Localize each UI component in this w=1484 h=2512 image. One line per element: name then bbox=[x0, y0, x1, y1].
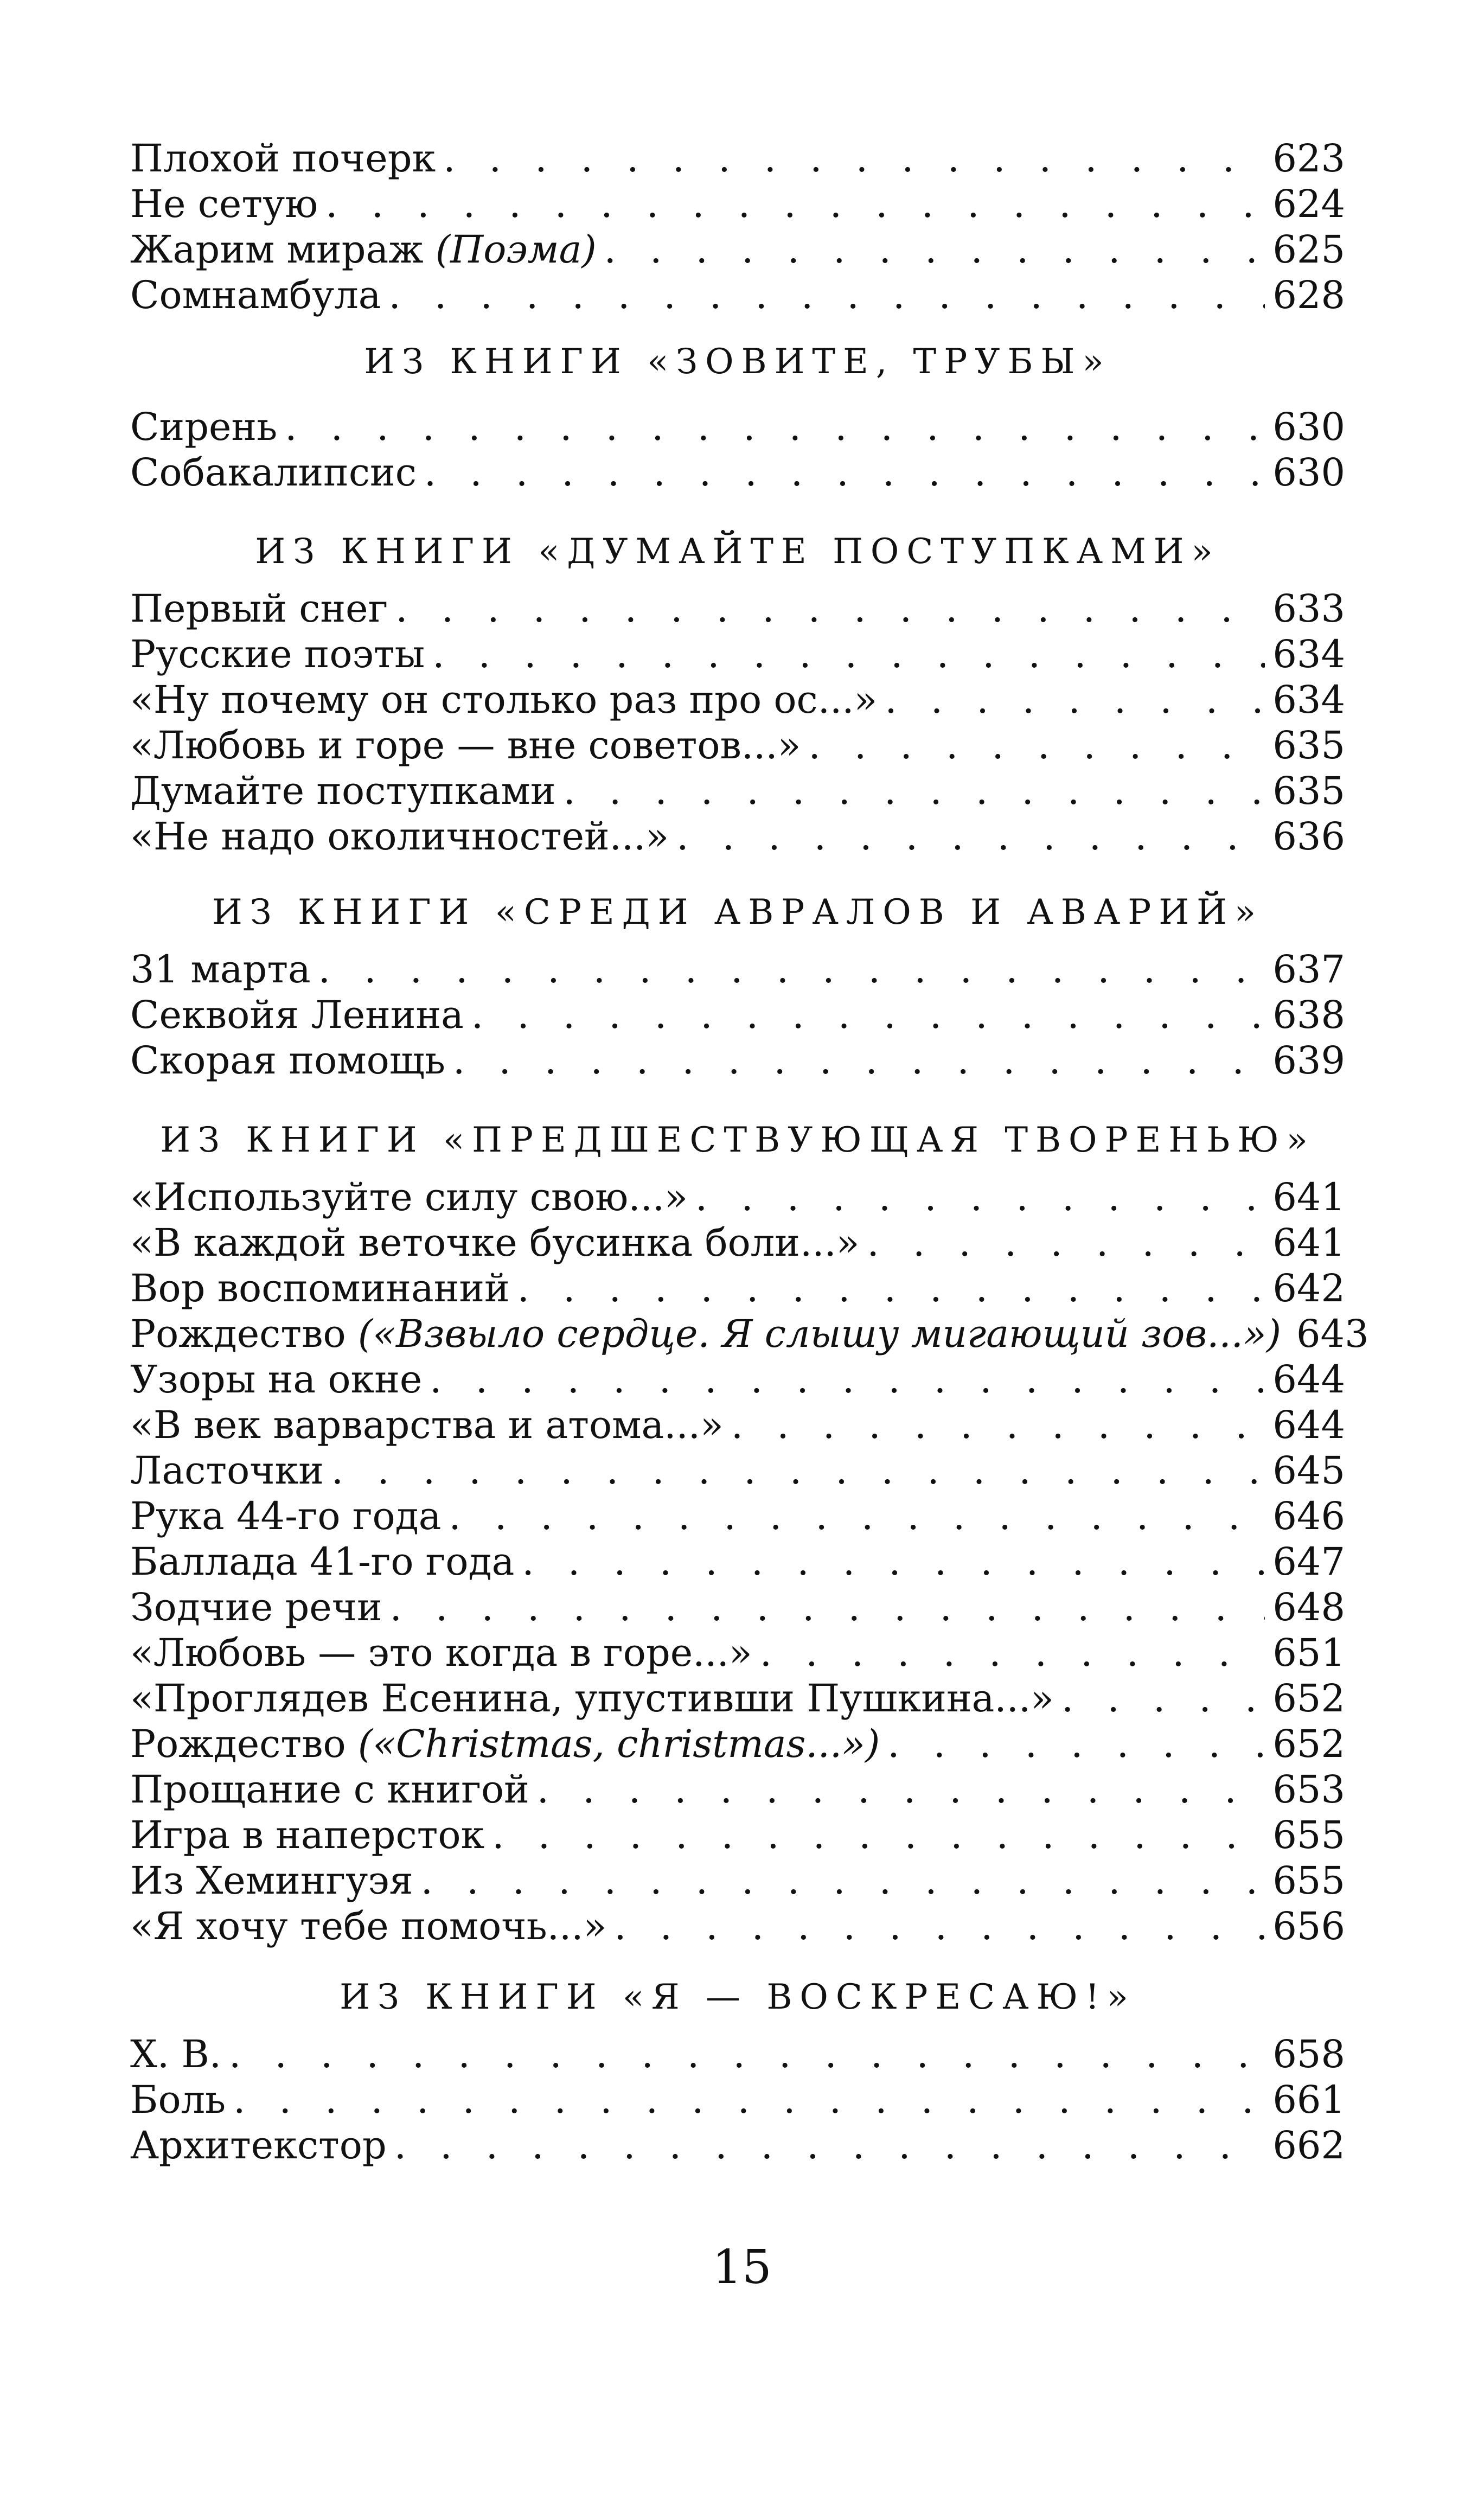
leader-dots bbox=[808, 723, 1265, 768]
toc-entry-title: Собакалипсис bbox=[130, 450, 417, 495]
toc-entry-title: Скорая помощь bbox=[130, 1038, 445, 1083]
toc-entry bbox=[130, 1357, 1345, 1402]
toc-entry bbox=[130, 227, 1345, 272]
toc-entry bbox=[130, 404, 1345, 450]
toc-entry-title: «Не надо околичностей...» bbox=[130, 814, 669, 859]
toc-entry-title: 31 марта bbox=[130, 947, 311, 992]
toc-entry-note: («Взвыло сердце. Я слышу мигающий зов...») bbox=[357, 1312, 1282, 1356]
toc-section bbox=[130, 586, 1345, 859]
toc-entry-page: 644 bbox=[1272, 1357, 1345, 1402]
toc-section bbox=[130, 136, 1345, 318]
toc-entry-title: Сомнамбула bbox=[130, 273, 381, 317]
leader-dots bbox=[564, 768, 1265, 814]
leader-dots bbox=[389, 272, 1265, 318]
leader-dots bbox=[614, 1903, 1265, 1949]
toc-entry bbox=[130, 1265, 1345, 1311]
toc-entry-note: («Christmas, christmas...») bbox=[357, 1722, 880, 1766]
toc-entry-title: «В каждой веточке бусинка боли...» bbox=[130, 1220, 860, 1265]
toc-entry-title: Не сетую bbox=[130, 182, 318, 226]
leader-dots bbox=[471, 992, 1265, 1038]
toc-section bbox=[130, 404, 1345, 495]
toc-entry-title: Х. В. bbox=[130, 2032, 222, 2076]
toc-entry-title: Секвойя Ленина bbox=[130, 993, 464, 1037]
toc-entry-title: «Используйте силу свою...» bbox=[130, 1175, 688, 1219]
toc-entry bbox=[130, 1721, 1345, 1767]
toc-entry-title: Архитекстор bbox=[130, 2123, 387, 2168]
toc-entry bbox=[130, 1448, 1345, 1493]
toc-entry bbox=[130, 1584, 1345, 1630]
toc-entry-title: Игра в наперсток bbox=[130, 1813, 485, 1857]
leader-dots bbox=[331, 1448, 1265, 1493]
toc-entry-title: Баллада 41-го года bbox=[130, 1539, 515, 1584]
toc-entry-title: Боль bbox=[130, 2078, 226, 2122]
toc-entry-page: 624 bbox=[1272, 182, 1345, 226]
toc-entry-page: 656 bbox=[1272, 1904, 1345, 1948]
leader-dots bbox=[517, 1265, 1265, 1311]
toc-entry-page: 638 bbox=[1272, 993, 1345, 1037]
toc-entry bbox=[130, 272, 1345, 318]
toc-entry bbox=[130, 814, 1345, 859]
leader-dots bbox=[424, 450, 1265, 495]
leader-dots bbox=[1061, 1676, 1265, 1721]
leader-dots bbox=[233, 2077, 1265, 2123]
toc-entry bbox=[130, 1903, 1345, 1949]
page-number: 15 bbox=[712, 2240, 772, 2294]
toc-entry-title: «Любовь и горе — вне советов...» bbox=[130, 723, 801, 768]
toc-entry-page: 628 bbox=[1272, 273, 1345, 317]
toc-entry bbox=[130, 723, 1345, 768]
toc-entry bbox=[130, 1676, 1345, 1721]
toc-entry bbox=[130, 1174, 1345, 1220]
toc-entry-page: 648 bbox=[1272, 1585, 1345, 1629]
leader-dots bbox=[867, 1220, 1265, 1265]
toc-entry bbox=[130, 2031, 1345, 2077]
toc-entry-title: «Я хочу тебе помочь...» bbox=[130, 1904, 607, 1948]
toc-entry bbox=[130, 1220, 1345, 1265]
toc-entry bbox=[130, 2123, 1345, 2168]
toc-entry-title: Первый снег bbox=[130, 586, 388, 631]
leader-dots bbox=[430, 1357, 1265, 1402]
toc-entry bbox=[130, 1402, 1345, 1448]
leader-dots bbox=[443, 136, 1265, 181]
toc-entry-page: 634 bbox=[1272, 677, 1345, 722]
leader-dots bbox=[453, 1038, 1265, 1083]
leader-dots bbox=[492, 1812, 1265, 1858]
toc-entry-title: Плохой почерк bbox=[130, 136, 436, 181]
leader-dots bbox=[318, 947, 1265, 992]
section-heading: ИЗ КНИГИ «ЗОВИТЕ, ТРУБЫ» bbox=[364, 342, 1111, 382]
leader-dots bbox=[421, 1858, 1265, 1903]
toc-section bbox=[130, 1174, 1369, 1949]
toc-entry-page: 630 bbox=[1272, 450, 1345, 495]
leader-dots bbox=[395, 586, 1265, 631]
toc-entry-page: 652 bbox=[1272, 1676, 1345, 1721]
toc-section bbox=[130, 2031, 1345, 2168]
section-heading: ИЗ КНИГИ «ПРЕДШЕСТВУЮЩАЯ ТВОРЕНЬЮ» bbox=[160, 1120, 1315, 1160]
toc-entry-page: 644 bbox=[1272, 1403, 1345, 1447]
leader-dots bbox=[760, 1630, 1265, 1676]
leader-dots bbox=[537, 1767, 1265, 1812]
leader-dots bbox=[676, 814, 1265, 859]
section-heading: ИЗ КНИГИ «ДУМАЙТЕ ПОСТУПКАМИ» bbox=[255, 532, 1220, 572]
toc-entry-page: 635 bbox=[1272, 769, 1345, 813]
toc-entry bbox=[130, 450, 1345, 495]
leader-dots bbox=[695, 1174, 1265, 1220]
toc-entry bbox=[130, 677, 1345, 723]
toc-entry-page: 642 bbox=[1272, 1266, 1345, 1311]
toc-entry-title: Прощание с книгой bbox=[130, 1767, 529, 1812]
toc-entry-title: Русские поэты bbox=[130, 632, 425, 676]
toc-entry-title: Узоры на окне bbox=[130, 1357, 423, 1402]
toc-entry-page: 658 bbox=[1272, 2032, 1345, 2076]
leader-dots bbox=[885, 677, 1265, 723]
leader-dots bbox=[731, 1402, 1265, 1448]
toc-entry-title: Рождество («Взвыло сердце. Я слышу мигающий зов...») bbox=[130, 1312, 1282, 1356]
section-heading: ИЗ КНИГИ «СРЕДИ АВРАЛОВ И АВАРИЙ» bbox=[212, 892, 1264, 932]
leader-dots bbox=[229, 2031, 1265, 2077]
toc-entry-page: 634 bbox=[1272, 632, 1345, 676]
toc-entry-page: 652 bbox=[1272, 1722, 1345, 1766]
toc-section bbox=[130, 947, 1345, 1083]
toc-entry-page: 637 bbox=[1272, 947, 1345, 992]
toc-entry bbox=[130, 992, 1345, 1038]
toc-entry bbox=[130, 1812, 1345, 1858]
toc-entry-page: 636 bbox=[1272, 814, 1345, 859]
toc-entry bbox=[130, 947, 1345, 992]
toc-entry bbox=[130, 1630, 1345, 1676]
toc-entry-page: 635 bbox=[1272, 723, 1345, 768]
toc-entry-page: 625 bbox=[1272, 227, 1345, 272]
toc-entry-title: «Проглядев Есенина, упустивши Пушкина...» bbox=[130, 1676, 1054, 1721]
toc-entry bbox=[130, 1539, 1345, 1584]
toc-entry-title: Ласточки bbox=[130, 1448, 324, 1493]
toc-entry bbox=[130, 1311, 1369, 1357]
leader-dots bbox=[285, 404, 1265, 450]
toc-entry-page: 641 bbox=[1272, 1175, 1345, 1219]
toc-entry bbox=[130, 768, 1345, 814]
toc-entry-page: 639 bbox=[1272, 1038, 1345, 1083]
toc-entry-page: 655 bbox=[1272, 1858, 1345, 1903]
leader-dots bbox=[604, 227, 1265, 272]
toc-entry bbox=[130, 586, 1345, 631]
leader-dots bbox=[887, 1721, 1265, 1767]
toc-entry-note: (Поэма) bbox=[435, 227, 597, 272]
toc-entry bbox=[130, 1858, 1345, 1903]
toc-entry bbox=[130, 136, 1345, 181]
toc-entry-page: 647 bbox=[1272, 1539, 1345, 1584]
toc-entry-title: Жарим мираж (Поэма) bbox=[130, 227, 597, 272]
toc-entry-page: 661 bbox=[1272, 2078, 1345, 2122]
toc-entry-page: 653 bbox=[1272, 1767, 1345, 1812]
toc-entry-title: «В век варварства и атома...» bbox=[130, 1403, 724, 1447]
leader-dots bbox=[432, 631, 1265, 677]
toc-entry-title: Рука 44-го года bbox=[130, 1494, 442, 1538]
leader-dots bbox=[522, 1539, 1265, 1584]
toc-entry bbox=[130, 2077, 1345, 2123]
toc-entry-page: 645 bbox=[1272, 1448, 1345, 1493]
toc-entry bbox=[130, 181, 1345, 227]
toc-entry-title: Из Хемингуэя bbox=[130, 1858, 413, 1903]
toc-entry-title: Думайте поступками bbox=[130, 769, 556, 813]
toc-entry-page: 643 bbox=[1296, 1312, 1369, 1356]
toc-entry-page: 633 bbox=[1272, 586, 1345, 631]
toc-entry bbox=[130, 631, 1345, 677]
toc-entry-page: 641 bbox=[1272, 1220, 1345, 1265]
toc-entry bbox=[130, 1038, 1345, 1083]
leader-dots bbox=[325, 181, 1265, 227]
toc-entry bbox=[130, 1493, 1345, 1539]
toc-entry-title: Зодчие речи bbox=[130, 1585, 382, 1629]
toc-entry-page: 655 bbox=[1272, 1813, 1345, 1857]
toc-entry-page: 623 bbox=[1272, 136, 1345, 181]
toc-entry-page: 630 bbox=[1272, 405, 1345, 449]
section-heading: ИЗ КНИГИ «Я — ВОСКРЕСАЮ!» bbox=[340, 1977, 1136, 2017]
toc-entry-title: Вор воспоминаний bbox=[130, 1266, 510, 1311]
toc-entry-title: Рождество («Christmas, christmas...») bbox=[130, 1722, 880, 1766]
toc-entry-page: 662 bbox=[1272, 2123, 1345, 2168]
leader-dots bbox=[449, 1493, 1265, 1539]
toc-entry-page: 646 bbox=[1272, 1494, 1345, 1538]
toc-entry-title: Сирень bbox=[130, 405, 278, 449]
leader-dots bbox=[390, 1584, 1265, 1630]
toc-entry-title: «Ну почему он столько раз про ос...» bbox=[130, 677, 878, 722]
toc-entry-title: «Любовь — это когда в горе...» bbox=[130, 1631, 752, 1675]
toc-entry bbox=[130, 1767, 1345, 1812]
toc-entry-page: 651 bbox=[1272, 1631, 1345, 1675]
leader-dots bbox=[394, 2123, 1265, 2168]
